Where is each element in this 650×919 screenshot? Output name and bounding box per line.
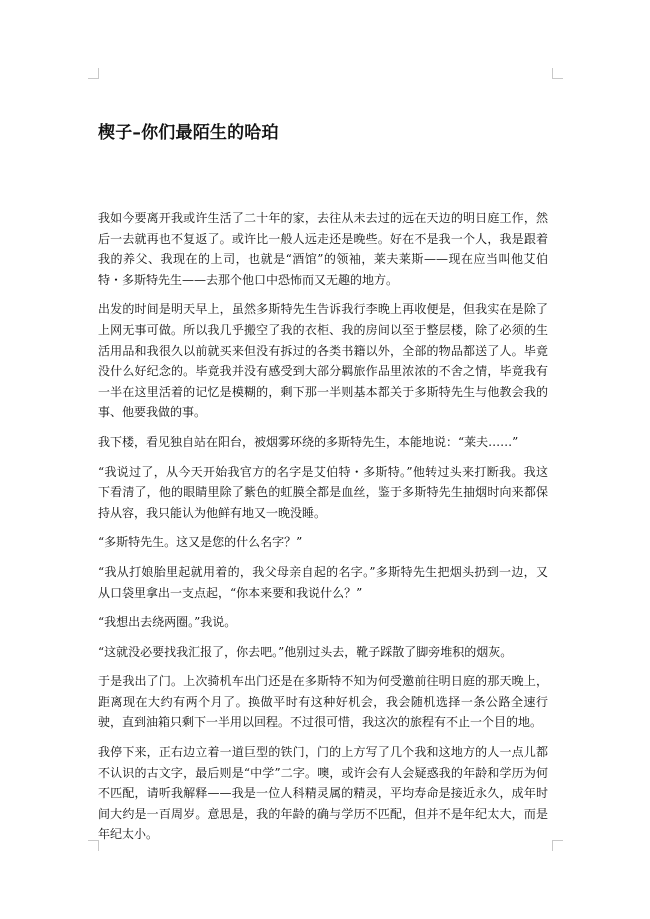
paragraph: 我如今要离开我或许生活了二十年的家，去往从未去过的远在天边的明日庭工作，然后一去就再也不复返了。或许比一般人远走还是晚些。好在不是我一个人，我是跟着我的养父、我现在的上司，也就是“酒馆”的领袖，莱夫莱斯——现在应当叫他艾伯特・多斯特先生——去那个他口中恐怖而又无趣的地方。	[98, 211, 548, 287]
paragraph: 出发的时间是明天早上，虽然多斯特先生告诉我行李晚上再收便是，但我实在是除了上网无事可做。所以我几乎搬空了我的衣柜、我的房间以至于整层楼，除了必须的生活用品和我很久以前就买来但没有拆过的各类书籍以外，全部的物品都送了人。毕竟没什么好纪念的。毕竟我并没有感受到大部分羁旅作品里浓浓的不舍之情，毕竟我有一半在这里活着的记忆是模糊的，剩下那一半则基本都关于多斯特先生与他教会我的事、他要我做的事。	[98, 302, 548, 420]
paragraph: “多斯特先生。这又是您的什么名字？”	[98, 535, 303, 550]
paragraph: 于是我出了门。上次骑机车出门还是在多斯特不知为何受邀前往明日庭的那天晚上，距离现在大约有两个月了。换做平时有这种好机会，我会随机选择一条公路全速行驶，直到油箱只剩下一半用以回程。不过很可惜，我这次的旅程有不止一个目的地。	[98, 674, 548, 730]
paragraph: 我停下来，正右边立着一道巨型的铁门，门的上方写了几个我和这地方的人一点儿都不认识的古文字，最后则是“中学”二字。噢，或许会有人会疑惑我的年龄和学历为何不匹配，请听我解释——我是一位人科精灵属的精灵，平均寿命是接近永久，成年时间大约是一百周岁。意思是，我的年龄的确与学历不匹配，但并不是年纪太大，而是年纪太小。	[98, 745, 548, 842]
crop-mark-top-right	[552, 68, 563, 79]
paragraph: “我想出去绕两圈。”我说。	[98, 615, 237, 630]
paragraph: 我下楼，看见独自站在阳台，被烟雾环绕的多斯特先生，本能地说：“莱夫……”	[98, 434, 519, 449]
paragraph: “我从打娘胎里起就用着的，我父母亲自起的名字。”多斯特先生把烟头扔到一边，又从口袋里拿出一支点起，“你本来要和我说什么？”	[98, 564, 548, 600]
document-title: 楔子–你们最陌生的哈珀	[98, 123, 279, 143]
paragraph: “这就没必要找我汇报了，你去吧。”他别过头去，靴子踩散了脚旁堆积的烟灰。	[98, 644, 513, 659]
document-body	[98, 208, 548, 854]
crop-mark-bottom-right	[552, 840, 563, 851]
paragraph: “我说过了，从今天开始我官方的名字是艾伯特・多斯特。”他转过头来打断我。我这下看清了，他的眼睛里除了紫色的虹膜全都是血丝，鉴于多斯特先生抽烟时向来都保持从容，我只能认为他鲜有地又一晚没睡。	[98, 464, 548, 520]
crop-mark-top-left	[88, 68, 99, 79]
